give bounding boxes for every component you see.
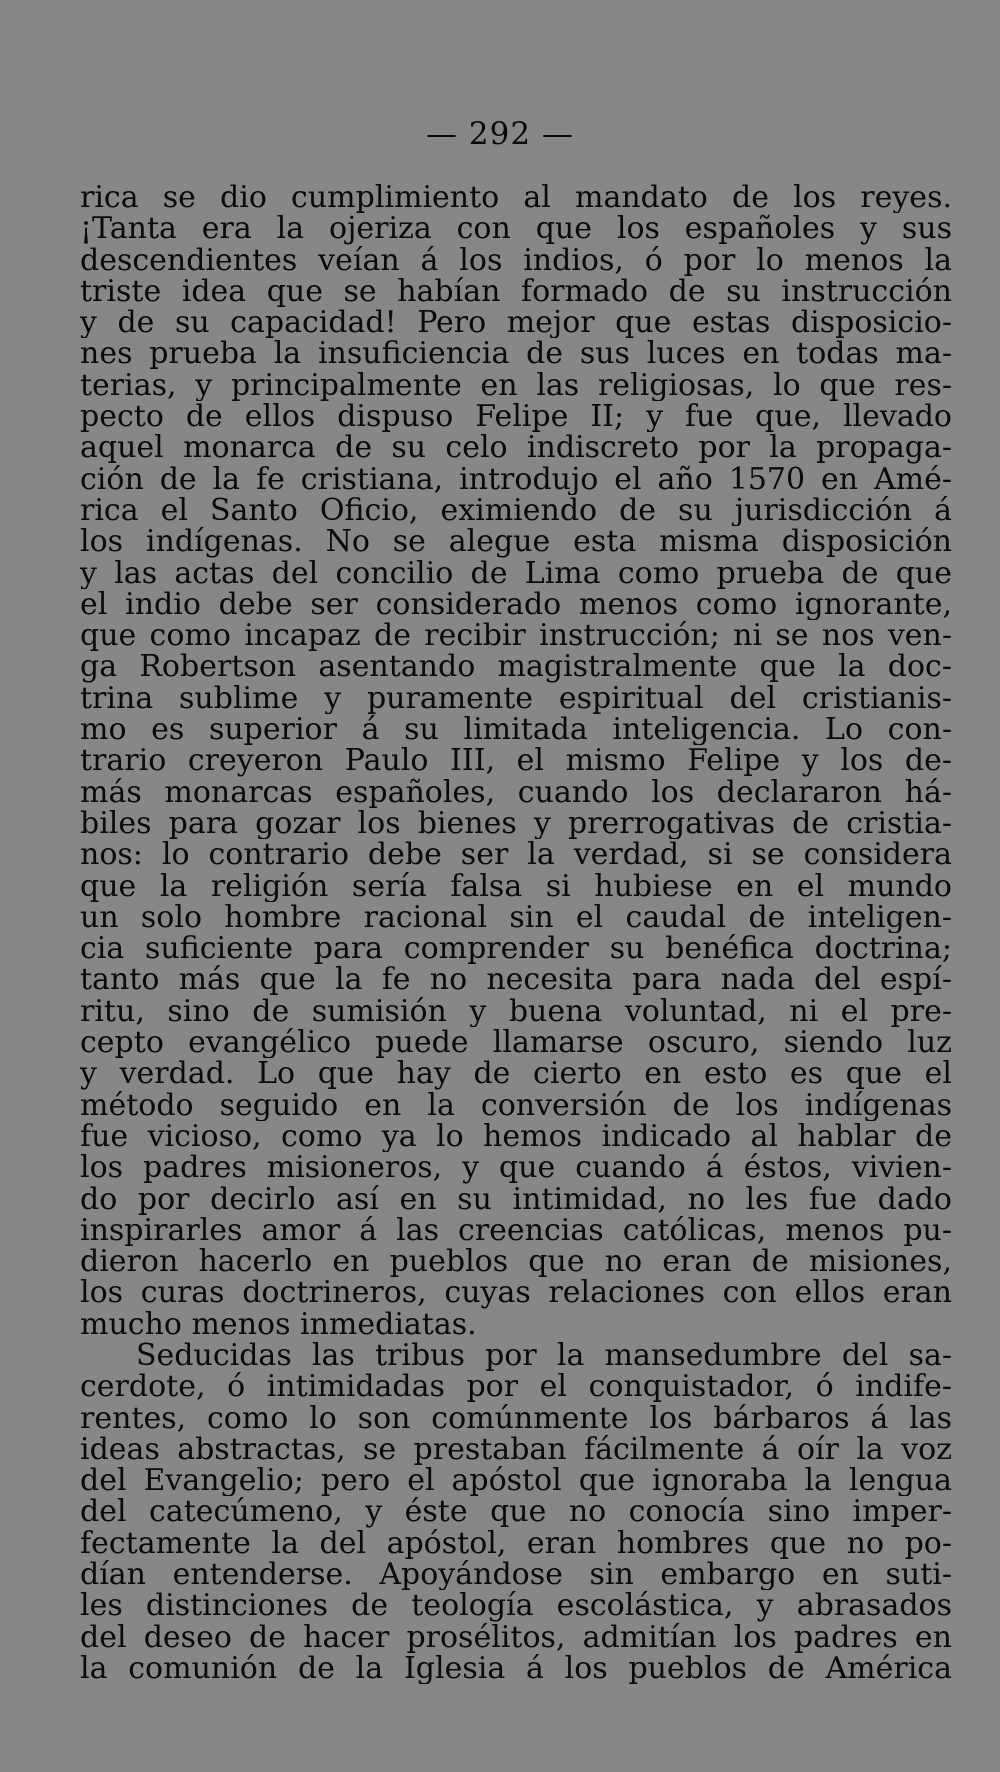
text-line: triste idea que se habían formado de su instrucción	[80, 275, 952, 308]
text-line: ¡Tanta era la ojeriza con que los españoles y sus	[80, 213, 952, 245]
text-line: mo es superior á su limitada inteligencia. Lo con-	[80, 714, 952, 746]
text-line: que la religión sería falsa si hubiese en el mundo	[80, 870, 952, 902]
text-line: y verdad. Lo que hay de cierto en esto es que el	[80, 1058, 952, 1090]
text-line: cepto evangélico puede llamarse oscuro, siendo luz	[80, 1027, 952, 1059]
text-line: inspirarles amor á las creencias católicas, menos pu-	[80, 1214, 952, 1247]
text-line: del deseo de hacer prosélitos, admitían los padres en	[80, 1621, 952, 1653]
text-line: que como incapaz de recibir instrucción; ni se nos ven-	[80, 620, 952, 652]
text-line: y las actas del concilio de Lima como prueba de que	[80, 557, 952, 589]
text-line: más monarcas españoles, cuando los declararon há-	[80, 776, 952, 808]
page-number: — 292 —	[426, 116, 574, 152]
text-line: fectamente la del apóstol, eran hombres que no po-	[80, 1527, 952, 1560]
text-line: nes prueba la insuficiencia de sus luces en todas ma-	[80, 338, 952, 370]
text-line: rica se dio cumplimiento al mandato de los reyes.	[80, 182, 952, 214]
text-line: los curas doctrineros, cuyas relaciones con ellos eran	[80, 1277, 952, 1309]
text-line: los padres misioneros, y que cuando á éstos, vivien-	[80, 1152, 952, 1184]
text-line: rica el Santo Oficio, eximiendo de su jurisdicción á	[80, 494, 952, 527]
body-text	[80, 182, 952, 1684]
text-line: ritu, sino de sumisión y buena voluntad, ni el pre-	[80, 995, 952, 1028]
paragraph-start-line: Seducidas las tribus por la mansedumbre del sa-	[136, 1339, 952, 1372]
text-line: el indio debe ser considerado menos como ignorante,	[80, 588, 952, 621]
text-line: ga Robertson asentando magistralmente que la doc-	[80, 651, 952, 683]
text-line: trina sublime y puramente espiritual del cristianis-	[80, 682, 952, 715]
text-line: un solo hombre racional sin el caudal de inteligen-	[80, 901, 952, 934]
text-line: fue vicioso, como ya lo hemos indicado al hablar de	[80, 1120, 952, 1153]
text-line: dieron hacerlo en pueblos que no eran de misiones,	[80, 1246, 952, 1278]
text-line: la comunión de la Iglesia á los pueblos de América	[80, 1652, 952, 1685]
text-line: aquel monarca de su celo indiscreto por la propaga-	[80, 432, 952, 464]
text-line: tanto más que la fe no necesita para nada del espí-	[80, 964, 952, 996]
text-line: y de su capacidad! Pero mejor que estas disposicio-	[80, 307, 952, 339]
text-line: del Evangelio; pero el apóstol que ignoraba la lengua	[80, 1465, 952, 1497]
text-line: les distinciones de teología escolástica, y abrasados	[80, 1590, 952, 1622]
text-line: trario creyeron Paulo III, el mismo Felipe y los de-	[80, 745, 952, 777]
text-line: biles para gozar los bienes y prerrogativas de cristia-	[80, 807, 952, 840]
text-line: los indígenas. No se alegue esta misma disposición	[80, 526, 952, 558]
text-line: pecto de ellos dispuso Felipe II; y fue que, llevado	[80, 401, 952, 433]
text-line: del catecúmeno, y éste que no conocía sino imper-	[80, 1496, 952, 1528]
text-line: cia suficiente para comprender su benéfica doctrina;	[80, 933, 952, 965]
text-line: rentes, como lo son comúnmente los bárbaros á las	[80, 1402, 952, 1434]
text-line: ideas abstractas, se prestaban fácilmente á oír la voz	[80, 1433, 952, 1466]
text-line: terias, y principalmente en las religiosas, lo que res-	[80, 369, 952, 402]
text-line: do por decirlo así en su intimidad, no les fue dado	[80, 1183, 952, 1215]
text-line: dían entenderse. Apoyándose sin embargo en suti-	[80, 1559, 952, 1591]
text-line: descendientes veían á los indios, ó por lo menos la	[80, 244, 952, 276]
paragraph-end-line: mucho menos inmediatas.	[80, 1308, 477, 1340]
text-line: ción de la fe cristiana, introdujo el año 1570 en Amé-	[80, 463, 952, 495]
text-line: cerdote, ó intimidadas por el conquistador, ó indife-	[80, 1371, 952, 1403]
text-line: método seguido en la conversión de los indígenas	[80, 1089, 952, 1121]
text-line: nos: lo contrario debe ser la verdad, si se considera	[80, 839, 952, 871]
